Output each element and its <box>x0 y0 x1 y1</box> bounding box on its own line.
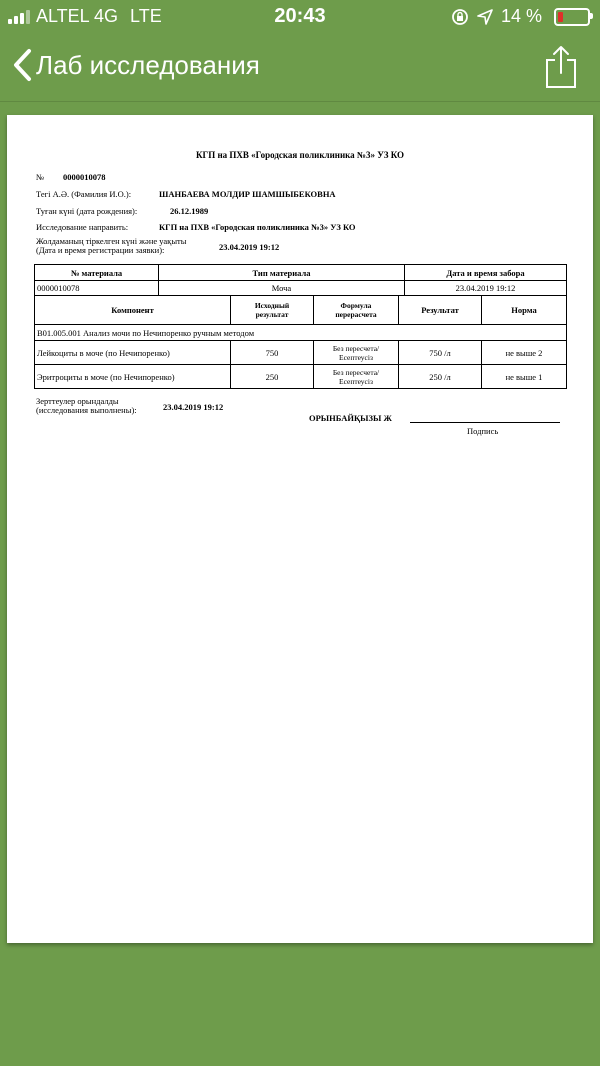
dob-value: 26.12.1989 <box>170 206 209 216</box>
location-icon <box>477 9 493 25</box>
formula-line1: Без пересчета/ <box>332 343 380 353</box>
number-value: 0000010078 <box>63 172 106 182</box>
material-type-header: Тип материала <box>159 265 405 281</box>
nav-bar <box>0 34 600 102</box>
result-header: Результат <box>399 296 482 325</box>
section-row <box>35 325 567 341</box>
material-table <box>34 264 567 296</box>
material-row <box>35 281 567 296</box>
component-header: Компонент <box>35 296 231 325</box>
initial-result-header-line1: Исходный <box>254 301 290 310</box>
referred-value: КГП на ПХВ «Городская поликлиника №3» УЗ КО <box>159 222 356 232</box>
battery-percent: 14 % <box>500 6 542 26</box>
status-time: 20:43 <box>274 5 326 27</box>
share-button[interactable] <box>544 44 578 95</box>
signature-line <box>410 422 560 423</box>
material-number: 0000010078 <box>35 281 159 296</box>
completed-value: 23.04.2019 19:12 <box>163 402 224 412</box>
registration-value: 23.04.2019 19:12 <box>219 242 280 252</box>
rotation-lock-icon <box>451 8 469 26</box>
norm-value: не выше 1 <box>482 365 567 389</box>
share-icon <box>544 44 578 90</box>
results-header-row <box>35 296 567 325</box>
document-title: КГП на ПХВ «Городская поликлиника №3» УЗ КО <box>195 150 405 160</box>
result-value: 750 /л <box>399 341 482 365</box>
results-table <box>34 295 567 389</box>
patient-name: ШАНБАЕВА МОЛДИР ШАМШЫБЕКОВНА <box>159 189 336 199</box>
initial-result-header <box>231 296 314 325</box>
formula-line2: Есептеусіз <box>339 376 373 386</box>
norm-value: не выше 2 <box>482 341 567 365</box>
referred-label: Исследование направить: <box>36 222 129 232</box>
collection-date: 23.04.2019 19:12 <box>405 281 567 296</box>
completed-label-kz: Зерттеулер орындалды <box>36 396 119 406</box>
table-row <box>35 365 567 389</box>
initial-result-header-line2: результат <box>255 310 289 319</box>
registration-label <box>36 237 186 255</box>
status-right <box>451 6 590 27</box>
formula-header-line1: Формула <box>340 301 372 310</box>
result-value: 250 /л <box>399 365 482 389</box>
document-page <box>7 115 593 943</box>
formula-line2: Есептеусіз <box>339 352 373 362</box>
initial-result: 750 <box>231 341 314 365</box>
name-label: Тегі А.Ә. (Фамилия И.О.): <box>36 189 132 199</box>
component-name: Лейкоциты в моче (по Нечипоренко) <box>35 341 231 365</box>
table-row <box>35 341 567 365</box>
status-bar <box>0 0 600 34</box>
network-label: LTE <box>130 6 162 26</box>
collection-date-header: Дата и время забора <box>405 265 567 281</box>
carrier-label: ALTEL 4G <box>36 6 119 26</box>
signature-label: Подпись <box>467 426 499 436</box>
initial-result: 250 <box>231 365 314 389</box>
component-name: Эритроциты в моче (по Нечипоренко) <box>35 365 231 389</box>
material-header-row <box>35 265 567 281</box>
chevron-left-icon <box>12 48 32 82</box>
norm-header: Норма <box>482 296 567 325</box>
registration-label-ru: (Дата и время регистрации заявки): <box>36 245 165 255</box>
nav-separator <box>0 101 600 102</box>
back-button[interactable] <box>12 48 260 82</box>
formula-value <box>314 365 399 389</box>
formula-header-line2: перерасчета <box>335 310 377 319</box>
number-label: № <box>36 172 45 182</box>
battery-icon <box>554 8 590 26</box>
performer-name: ОРЫНБАЙҚЫЗЫ Ж <box>309 413 392 423</box>
material-type: Моча <box>159 281 405 296</box>
material-number-header: № материала <box>35 265 159 281</box>
formula-value <box>314 341 399 365</box>
analysis-section-title: B01.005.001 Анализ мочи по Нечипоренко ручным методом <box>35 325 567 341</box>
nav-title: Лаб исследования <box>36 49 260 80</box>
completed-label <box>36 397 137 415</box>
dob-label: Туған күні (дата рождения): <box>36 206 138 216</box>
registration-label-kz: Жолдаманың тіркелген күні және уақыты <box>36 236 187 246</box>
formula-header <box>314 296 399 325</box>
completed-label-ru: (исследования выполнены): <box>36 405 137 415</box>
formula-line1: Без пересчета/ <box>332 367 380 377</box>
